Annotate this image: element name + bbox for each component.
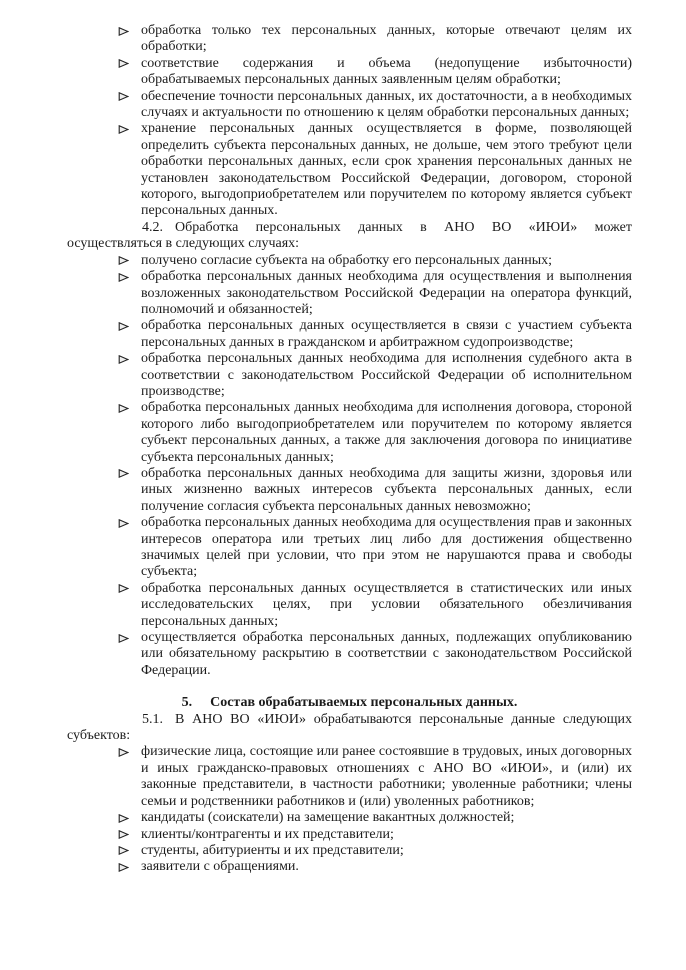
list-item-text: физические лица, состоящие или ранее состоявшие в трудовых, иных договорных и иных гражданско-правовых отношениях с АНО ВО «ИЮИ», и (или) их законные представители, в частности работники; уволенные работники; члены семьи и родственники работников и (или) уволенных работников; bbox=[141, 744, 632, 809]
arrow-bullet-icon bbox=[118, 124, 129, 135]
list-item-text: обработка персональных данных необходима для осуществления прав и законных интересов оператора или третьих лиц либо для достижения общественно значимых целей при условии, что при этом не нарушаются права и свободы субъекта; bbox=[141, 515, 632, 580]
arrow-bullet-icon bbox=[118, 468, 129, 479]
list-item bbox=[67, 466, 632, 515]
list-item-text: обработка персональных данных осуществляется в связи с участием субъекта персональных данных в гражданском и арбитражном судопроизводстве; bbox=[141, 318, 632, 350]
arrow-bullet-icon bbox=[118, 272, 129, 283]
arrow-bullet-icon bbox=[118, 354, 129, 365]
list-item bbox=[67, 56, 632, 89]
list-item bbox=[67, 318, 632, 351]
list-item bbox=[67, 859, 632, 875]
list-item-text: соответствие содержания и объема (недопущение избыточности) обрабатываемых персональных данных заявленным целям обработки; bbox=[141, 55, 632, 88]
list-item-text: заявители с обращениями. bbox=[141, 859, 299, 875]
document-body bbox=[67, 23, 632, 876]
list-item bbox=[67, 581, 632, 630]
list-item bbox=[67, 810, 632, 826]
clause-text: Обработка персональных данных в АНО ВО «ИЮИ» может осуществляться в следующих случаях: bbox=[67, 219, 632, 252]
arrow-bullet-icon bbox=[118, 862, 129, 873]
list-item-text: кандидаты (соискатели) на замещение вакантных должностей; bbox=[141, 810, 515, 826]
arrow-bullet-icon bbox=[118, 255, 129, 266]
list-item-text: обеспечение точности персональных данных, их достаточности, а в необходимых случаях и актуальности по отношению к целям обработки персональных данных; bbox=[141, 88, 632, 121]
cases-list bbox=[67, 253, 632, 680]
section-title: Состав обрабатываемых персональных данных. bbox=[210, 695, 518, 711]
clause-5-1 bbox=[67, 712, 632, 745]
list-item bbox=[67, 515, 632, 581]
list-item-text: хранение персональных данных осуществляется в форме, позволяющей определить субъекта персональных данных, не дольше, чем этого требуют цели обработки персональных данных, если срок хранения персональных данных не установлен законодательством Российской Федерации, договором, стороной которого, выгодоприобретателем или поручителем по которому является субъект персональных данных. bbox=[141, 121, 632, 219]
list-item-text: обработка только тех персональных данных, которые отвечают целям их обработки; bbox=[141, 23, 632, 55]
list-item-text: обработка персональных данных осуществляется в статистических или иных исследовательских целях, при условии обязательного обезличивания персональных данных; bbox=[141, 580, 632, 629]
clause-number: 5.1. bbox=[142, 711, 163, 727]
list-item-text: обработка персональных данных необходима для защиты жизни, здоровья или иных жизненно важных интересов субъекта персональных данных, если получение согласия субъекта персональных данных невозможно; bbox=[141, 465, 632, 514]
section-number: 5. bbox=[181, 695, 193, 711]
arrow-bullet-icon bbox=[118, 583, 129, 594]
arrow-bullet-icon bbox=[118, 58, 129, 69]
list-item bbox=[67, 400, 632, 466]
clause-text: В АНО ВО «ИЮИ» обрабатываются персональные данные следующих субъектов: bbox=[67, 711, 632, 744]
subjects-list bbox=[67, 744, 632, 875]
arrow-bullet-icon bbox=[118, 813, 129, 824]
arrow-bullet-icon bbox=[118, 26, 129, 37]
principles-list bbox=[67, 23, 632, 220]
list-item-text: обработка персональных данных необходима для исполнения судебного акта в соответствии с законодательством Российской Федерации об исполнительном производстве; bbox=[141, 351, 632, 399]
list-item-text: получено согласие субъекта на обработку его персональных данных; bbox=[141, 252, 553, 268]
list-item-text: студенты, абитуриенты и их представители; bbox=[141, 842, 404, 858]
list-item-text: осуществляется обработка персональных данных, подлежащих опубликованию или обязательному раскрытию в соответствии с законодательством Российской Федерации. bbox=[141, 630, 632, 678]
section-5-heading bbox=[67, 695, 632, 711]
clause-number: 4.2. bbox=[142, 219, 163, 235]
arrow-bullet-icon bbox=[118, 518, 129, 529]
list-item bbox=[67, 23, 632, 56]
list-item bbox=[67, 269, 632, 318]
arrow-bullet-icon bbox=[118, 845, 129, 856]
list-item bbox=[67, 630, 632, 679]
list-item-text: клиенты/контрагенты и их представители; bbox=[141, 826, 394, 842]
list-item bbox=[67, 843, 632, 859]
list-item bbox=[67, 744, 632, 810]
clause-4-2 bbox=[67, 220, 632, 253]
arrow-bullet-icon bbox=[118, 91, 129, 102]
list-item bbox=[67, 827, 632, 843]
arrow-bullet-icon bbox=[118, 829, 129, 840]
list-item bbox=[67, 121, 632, 219]
list-item bbox=[67, 253, 632, 269]
arrow-bullet-icon bbox=[118, 403, 129, 414]
list-item bbox=[67, 89, 632, 122]
list-item bbox=[67, 351, 632, 400]
list-item-text: обработка персональных данных необходима для исполнения договора, стороной которого либо выгодоприобретателем или поручителем по которому является субъект персональных данных, а также для заключения договора по инициативе субъекта персональных данных; bbox=[141, 400, 632, 465]
arrow-bullet-icon bbox=[118, 747, 129, 758]
arrow-bullet-icon bbox=[118, 633, 129, 644]
arrow-bullet-icon bbox=[118, 321, 129, 332]
list-item-text: обработка персональных данных необходима для осуществления и выполнения возложенных законодательством Российской Федерации на оператора функций, полномочий и обязанностей; bbox=[141, 269, 632, 317]
